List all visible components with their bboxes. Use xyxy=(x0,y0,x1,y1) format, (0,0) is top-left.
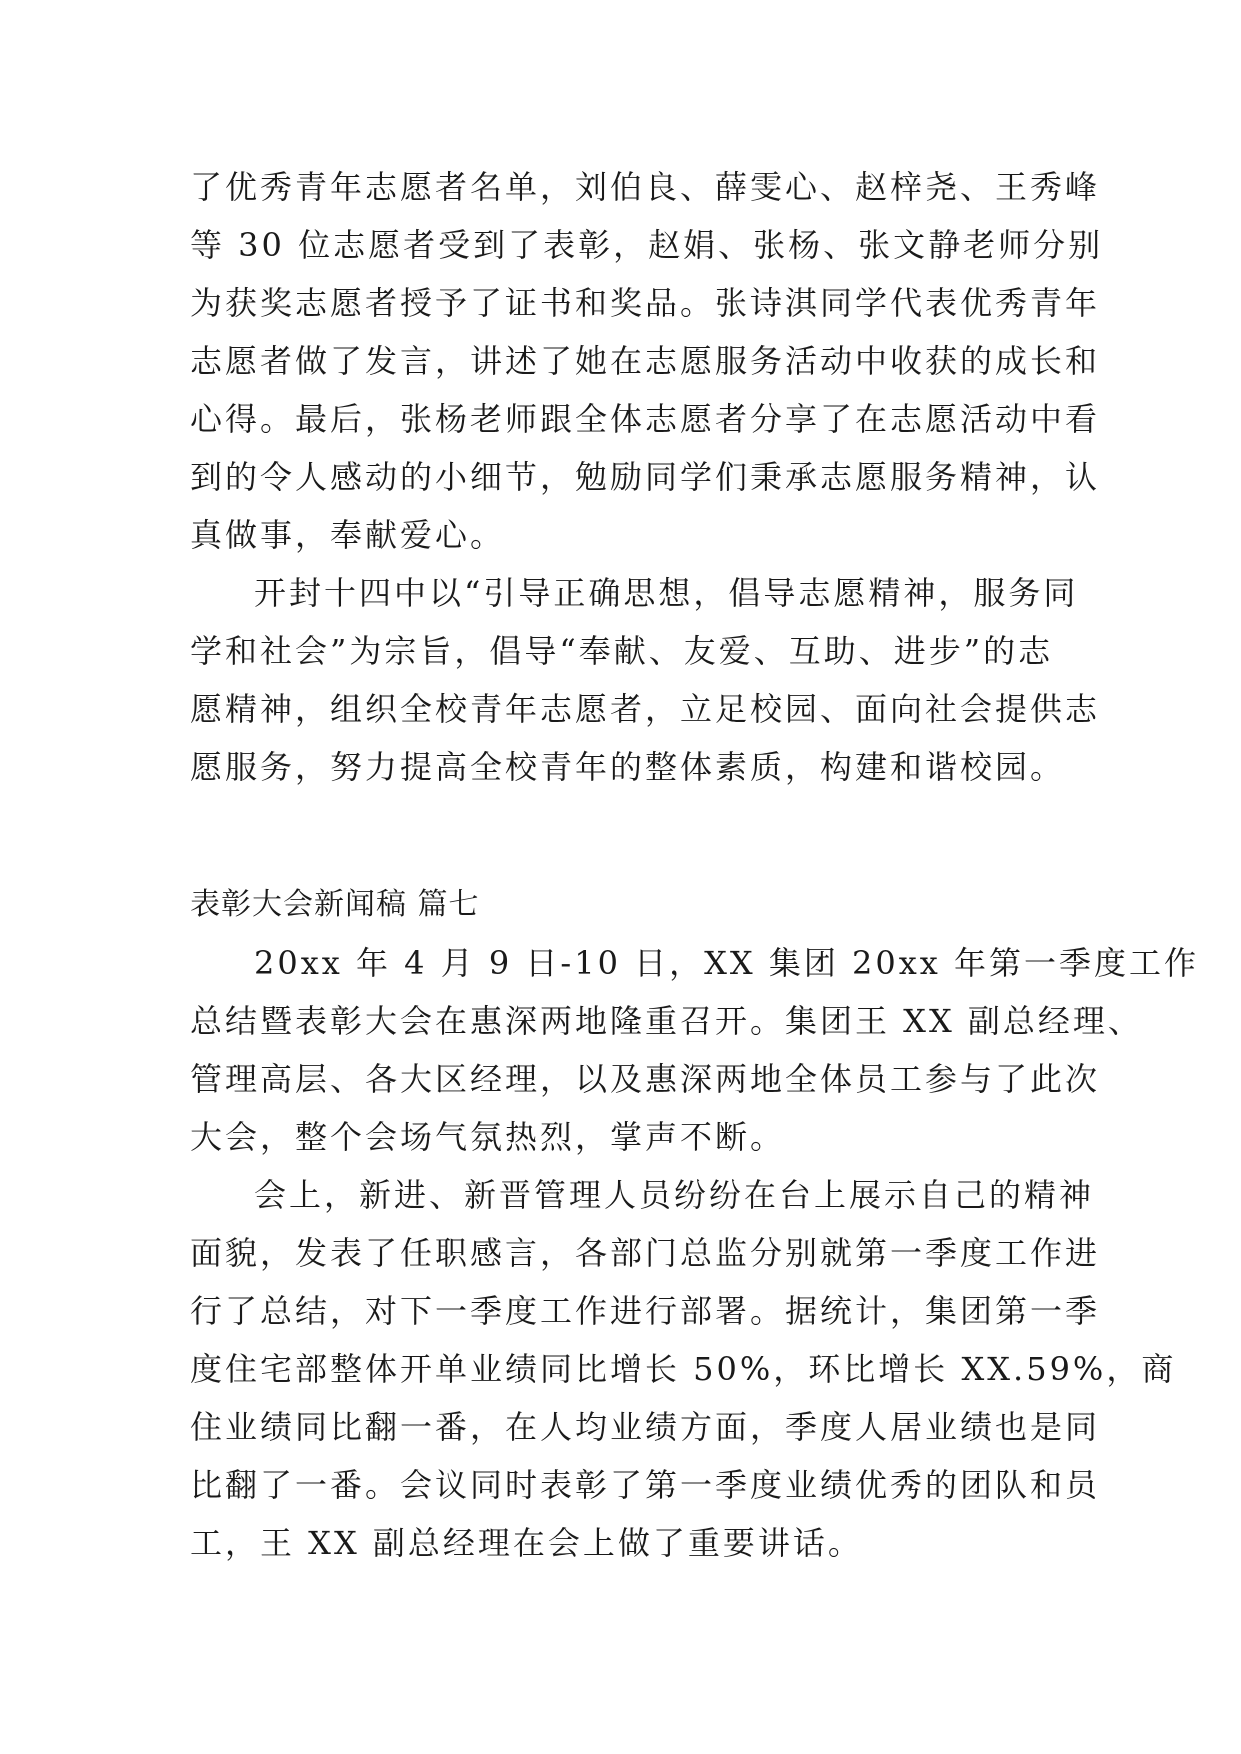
paragraph-conference-intro xyxy=(190,934,1199,1166)
section-spacer xyxy=(190,796,1050,876)
text-line: 度住宅部整体开单业绩同比增长 50%，环比增长 XX.59%，商 xyxy=(190,1350,1177,1388)
text-line: 志愿者做了发言，讲述了她在志愿服务活动中收获的成长和 xyxy=(190,342,1101,380)
text-line: 20xx 年 4 月 9 日-10 日，XX 集团 20xx 年第一季度工作 xyxy=(254,944,1199,982)
text-line: 愿服务，努力提高全校青年的整体素质，构建和谐校园。 xyxy=(190,748,1066,786)
text-line: 行了总结，对下一季度工作进行部署。据统计，集团第一季 xyxy=(190,1292,1101,1330)
paragraph-conference-details xyxy=(190,1166,1177,1572)
text-line: 住业绩同比翻一番，在人均业绩方面，季度人居业绩也是同 xyxy=(190,1408,1101,1446)
text-line: 等 30 位志愿者受到了表彰，赵娟、张杨、张文静老师分别 xyxy=(190,226,1104,264)
text-line: 真做事，奉献爱心。 xyxy=(190,516,506,554)
text-line: 大会，整个会场气氛热烈，掌声不断。 xyxy=(190,1118,786,1156)
document-body xyxy=(190,158,1199,1572)
text-line: 愿精神，组织全校青年志愿者，立足校园、面向社会提供志 xyxy=(190,690,1101,728)
text-line: 开封十四中以“引导正确思想，倡导志愿精神，服务同 xyxy=(254,574,1079,612)
paragraph-school-mission xyxy=(190,564,1101,796)
text-line: 比翻了一番。会议同时表彰了第一季度业绩优秀的团队和员 xyxy=(190,1466,1101,1504)
text-line: 总结暨表彰大会在惠深两地隆重召开。集团王 XX 副总经理、 xyxy=(190,1002,1143,1040)
text-line: 工，王 XX 副总经理在会上做了重要讲话。 xyxy=(190,1524,863,1562)
text-line: 会上，新进、新晋管理人员纷纷在台上展示自己的精神 xyxy=(254,1176,1095,1214)
text-line: 学和社会”为宗旨，倡导“奉献、友爱、互助、进步”的志 xyxy=(190,632,1054,670)
section-title: 表彰大会新闻稿 篇七 xyxy=(190,887,480,922)
text-line: 了优秀青年志愿者名单，刘伯良、薛雯心、赵梓尧、王秀峰 xyxy=(190,168,1101,206)
paragraph-volunteer-awards xyxy=(190,158,1104,564)
text-line: 心得。最后，张杨老师跟全体志愿者分享了在志愿活动中看 xyxy=(190,400,1101,438)
text-line: 面貌，发表了任职感言，各部门总监分别就第一季度工作进 xyxy=(190,1234,1101,1272)
text-line: 为获奖志愿者授予了证书和奖品。张诗淇同学代表优秀青年 xyxy=(190,284,1101,322)
text-line: 到的令人感动的小细节，勉励同学们秉承志愿服务精神，认 xyxy=(190,458,1101,496)
text-line: 管理高层、各大区经理，以及惠深两地全体员工参与了此次 xyxy=(190,1060,1101,1098)
